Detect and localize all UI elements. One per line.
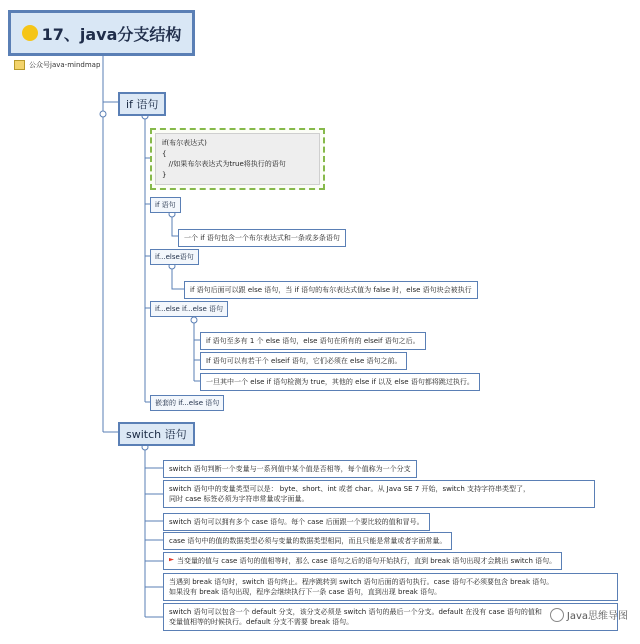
- node-label: if...else if...else 语句: [155, 305, 224, 313]
- code-line: }: [162, 170, 167, 179]
- leaf-text: 一个 if 语句包含一个布尔表达式和一条或多条语句: [184, 234, 340, 242]
- code-line: if(布尔表达式): [162, 139, 207, 147]
- node-label: 嵌套的 if...else 语句: [155, 399, 220, 407]
- node-if-else[interactable]: [150, 249, 199, 265]
- topic-if[interactable]: [118, 92, 166, 116]
- leaf-text: switch 语句判断一个变量与一系列值中某个值是否相等，每个值称为一个分支: [169, 465, 411, 473]
- leaf-elseif-2[interactable]: [200, 352, 407, 370]
- leaf-switch-2[interactable]: [163, 480, 595, 508]
- node-label: if...else语句: [155, 253, 194, 261]
- leaf-text: switch 语句中的变量类型可以是： byte、short、int 或者 char。从 Java SE 7 开始，switch 支持字符串类型了，: [169, 485, 531, 493]
- wechat-icon: [550, 608, 564, 622]
- leaf-text: 如果没有 break 语句出现，程序会继续执行下一条 case 语句，直到出现 break 语句。: [169, 588, 442, 597]
- leaf-elseif-1[interactable]: [200, 332, 426, 350]
- leaf-if-else-desc[interactable]: [184, 281, 478, 299]
- note-text: 公众号java-mindmap: [29, 61, 101, 69]
- leaf-text: switch 语句可以包含一个 default 分支，该分支必须是 switch 语句的最后一个分支。default 在没有 case 语句的值和: [169, 608, 542, 616]
- note-label: [14, 60, 100, 70]
- leaf-text: 一旦其中一个 else if 语句检测为 true，其他的 else if 以及 else 语句都将跳过执行。: [206, 378, 474, 386]
- leaf-text: case 语句中的值的数据类型必须与变量的数据类型相同，而且只能是常量或者字面常量。: [169, 537, 447, 545]
- code-line: //如果布尔表达式为true将执行的语句: [162, 160, 286, 168]
- topic-switch-label: switch 语句: [126, 428, 187, 441]
- leaf-text: If 语句可以有若干个 elseif 语句，它们必须在 else 语句之前。: [206, 357, 402, 365]
- leaf-text: if 语句后面可以跟 else 语句，当 if 语句的布尔表达式值为 false 时，else 语句块会被执行: [190, 286, 472, 294]
- leaf-text: if 语句至多有 1 个 else 语句，else 语句在所有的 elseif 语句之后。: [206, 337, 420, 345]
- leaf-elseif-3[interactable]: [200, 373, 480, 391]
- watermark: [550, 607, 628, 622]
- leaf-switch-4[interactable]: [163, 532, 452, 550]
- leaf-if-desc[interactable]: [178, 229, 346, 247]
- leaf-text: 同时 case 标签必须为字符串常量或字面量。: [169, 495, 309, 504]
- smile-icon: [22, 25, 38, 41]
- leaf-switch-3[interactable]: [163, 513, 430, 531]
- code-block[interactable]: [150, 128, 325, 190]
- leaf-text: 当遇到 break 语句时，switch 语句终止。程序跳转到 switch 语句后面的语句执行。case 语句不必须要包含 break 语句。: [169, 578, 554, 586]
- leaf-text: 当变量的值与 case 语句的值相等时，那么 case 语句之后的语句开始执行，直到 break 语句出现才会跳出 switch 语句。: [177, 557, 557, 565]
- root-title: 17、java分支结构: [41, 24, 182, 44]
- leaf-text: 变量值相等的时候执行。default 分支不需要 break 语句。: [169, 618, 354, 627]
- note-icon: [14, 60, 25, 70]
- code-content: [155, 133, 320, 185]
- leaf-text-row: [169, 556, 556, 566]
- leaf-text: switch 语句可以拥有多个 case 语句。每个 case 后面跟一个要比较的值和冒号。: [169, 518, 424, 526]
- root-node[interactable]: [8, 10, 195, 56]
- flag-icon: [169, 558, 174, 564]
- node-label: if 语句: [155, 201, 176, 209]
- topic-if-label: if 语句: [126, 98, 159, 111]
- leaf-switch-1[interactable]: [163, 460, 417, 478]
- node-if-statement[interactable]: [150, 197, 181, 213]
- node-nested-if-else[interactable]: [150, 395, 224, 411]
- code-line: {: [162, 149, 167, 158]
- leaf-switch-5[interactable]: [163, 552, 562, 570]
- watermark-text: Java思维导图: [566, 611, 628, 622]
- topic-switch[interactable]: [118, 422, 195, 446]
- leaf-switch-6[interactable]: [163, 573, 618, 601]
- node-if-elseif-else[interactable]: [150, 301, 228, 317]
